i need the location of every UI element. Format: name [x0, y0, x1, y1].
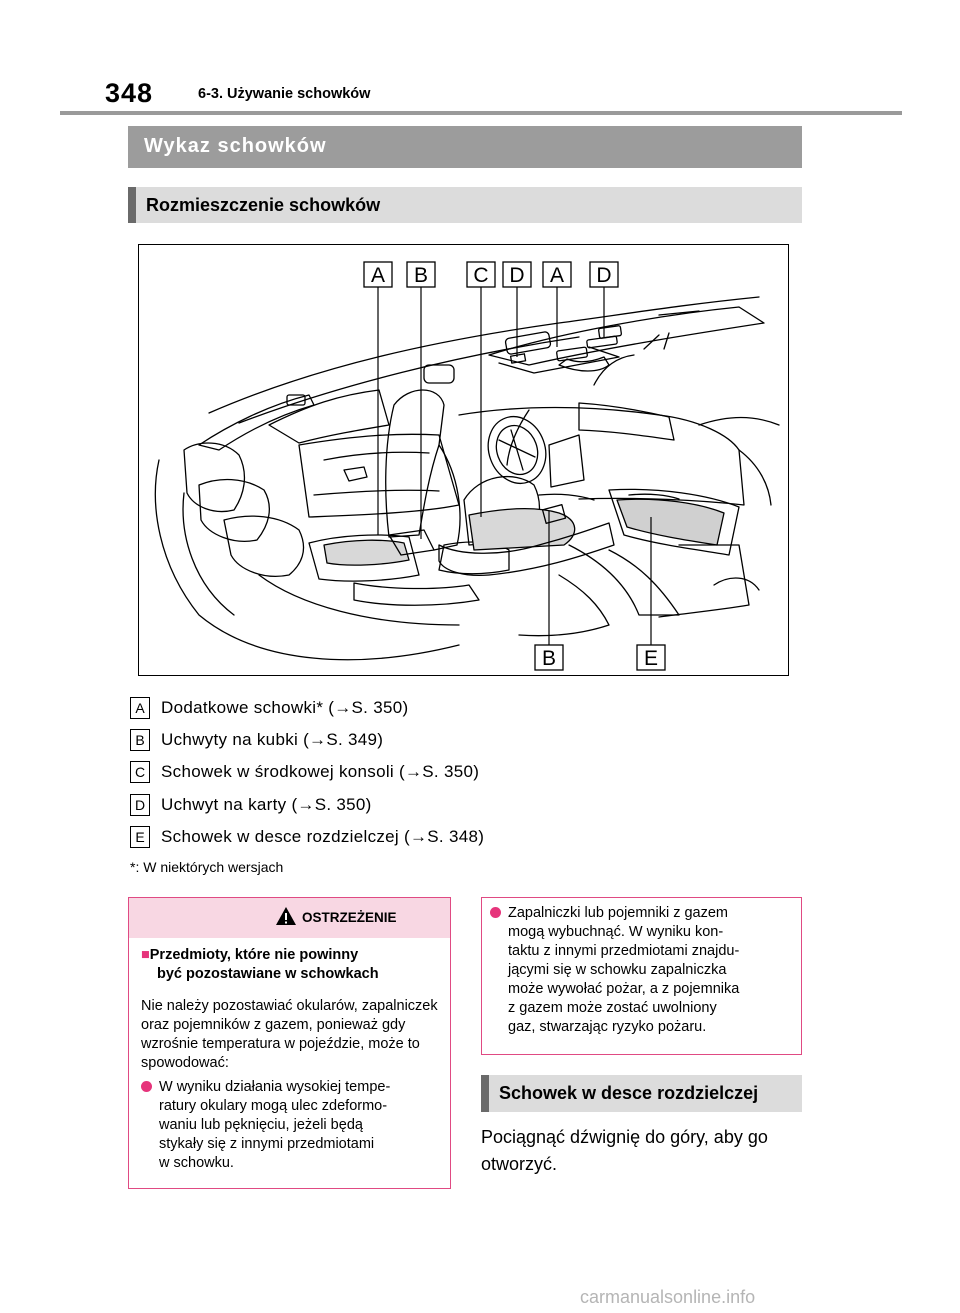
warning-header	[129, 898, 450, 938]
legend-letter: C	[130, 761, 150, 783]
callout-label: B	[413, 264, 429, 287]
square-bullet-icon: ■	[141, 947, 150, 963]
legend-letter: E	[130, 826, 150, 848]
warning-triangle-icon	[275, 906, 297, 926]
watermark: carmanualsonline.info	[580, 1287, 756, 1307]
callout-label: E	[643, 647, 659, 670]
callout-label: D	[509, 264, 525, 287]
legend-text: Uchwyt na karty (→S. 350)	[161, 795, 372, 814]
glovebox-title-bar	[481, 1075, 489, 1112]
legend-text: Uchwyty na kubki (→S. 349)	[161, 730, 384, 749]
bullet-dot-icon	[141, 1081, 152, 1092]
legend-item	[130, 794, 650, 820]
section-path: 6-3. Używanie schowków	[198, 86, 371, 102]
warning-subheading-line1: Przedmioty, które nie powinny	[149, 947, 359, 963]
callout-label: B	[541, 647, 557, 670]
warning-title: OSTRZEŻENIE	[302, 910, 397, 925]
callout-label: C	[473, 264, 489, 287]
footnote: *: W niektórych wersjach	[130, 859, 284, 875]
interior-illustration	[138, 244, 789, 676]
subsection-bar	[128, 187, 136, 223]
glovebox-title-band	[481, 1075, 802, 1112]
legend-item	[130, 826, 650, 852]
callout-label: D	[596, 264, 612, 287]
legend-letter: D	[130, 794, 150, 816]
page-number: 348	[105, 78, 154, 108]
legend-letter: B	[130, 729, 150, 751]
bullet-dot-icon	[490, 907, 501, 918]
callout-label: A	[370, 264, 386, 287]
legend-item	[130, 697, 650, 723]
warning-box	[128, 897, 451, 1189]
warning-subheading	[141, 946, 379, 984]
subsection-title-band	[128, 187, 802, 223]
legend-text: Schowek w środkowej konsoli (→S. 350)	[161, 762, 480, 781]
legend-text: Schowek w desce rozdzielczej (→S. 348)	[161, 827, 485, 846]
warning-subheading-line2: być pozostawiane w schowkach	[157, 966, 379, 982]
glovebox-instructions: Pociągnąć dźwignię do góry, aby go otworzyć.	[481, 1127, 768, 1174]
warning-bullet-text: W wyniku działania wysokiej tempe- ratury okulary mogą ulec zdeformo- waniu lub pęknięciu, jeżeli będą stykały się z innymi przedmiotami w schowku.	[159, 1079, 391, 1171]
car-interior-drawing	[139, 245, 788, 675]
glovebox-title: Schowek w desce rozdzielczej	[499, 1083, 759, 1103]
legend-letter: A	[130, 697, 150, 719]
legend-text: Dodatkowe schowki* (→S. 350)	[161, 698, 409, 717]
warning-bullet-text: Zapalniczki lub pojemniki z gazem mogą wybuchnąć. W wyniku kon- taktu z innymi przedmiotami znajdu- jącymi się w schowku zapalniczka może wywołać pożar, a z pojemnika z gazem może zostać uwolniony gaz, stwarzając ryzyko pożaru.	[508, 905, 740, 1035]
subsection-title: Rozmieszczenie schowków	[146, 195, 381, 215]
header-rule	[60, 111, 902, 115]
legend-item	[130, 761, 650, 787]
warning-paragraph: Nie należy pozostawiać okularów, zapalniczek oraz pojemników z gazem, ponieważ gdy wzrośnie temperatura w pojeździe, może to spowodować:	[141, 998, 438, 1071]
callout-label: A	[549, 264, 565, 287]
section-title: Wykaz schowków	[144, 135, 327, 157]
legend-item	[130, 729, 650, 755]
section-title-band	[128, 126, 802, 168]
warning-box-continued	[481, 897, 802, 1055]
